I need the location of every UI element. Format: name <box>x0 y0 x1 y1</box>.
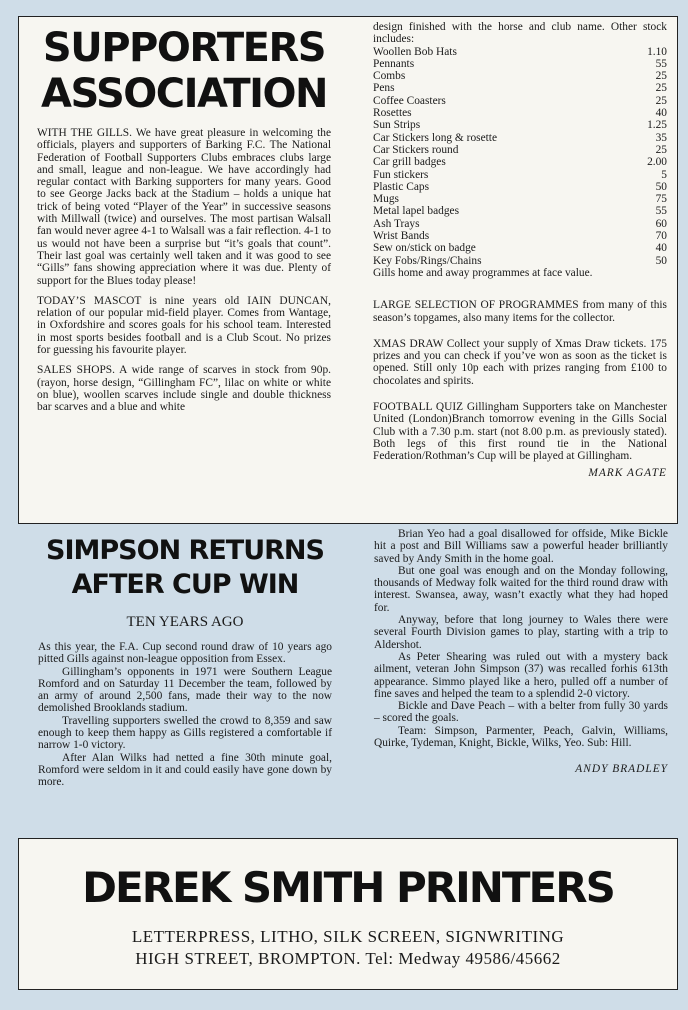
simpson-para-5: Brian Yeo had a goal disallowed for offside, Mike Bickle hit a post and Bill Williams saw a powerful header brilliantly saved by Andy Smith in the home goal. <box>374 528 668 565</box>
stock-item-price: 70 <box>655 230 667 243</box>
stock-row <box>373 132 667 144</box>
simpson-title-line2: AFTER CUP WIN <box>71 569 299 600</box>
stock-item-name: Fun stickers <box>373 168 429 181</box>
stock-row <box>373 70 667 82</box>
stock-row <box>373 181 667 193</box>
supporters-title-line2: ASSOCIATION <box>40 71 328 117</box>
supporters-headline <box>37 25 331 117</box>
stock-item-price: 1.10 <box>647 45 667 58</box>
stock-item-name: Wrist Bands <box>373 230 430 243</box>
simpson-para-4: After Alan Wilks had netted a fine 30th minute goal, Romford were seldom in it and could easily have gone down by more. <box>38 751 332 789</box>
stock-item-name: Car grill badges <box>373 156 446 169</box>
stock-row <box>373 156 667 168</box>
stock-item-name: Pennants <box>373 57 415 70</box>
stock-row <box>373 82 667 94</box>
stock-row <box>373 107 667 119</box>
stock-row <box>373 230 667 242</box>
stock-row <box>373 169 667 181</box>
stock-intro: design finished with the horse and club name. Other stock includes: <box>373 21 667 46</box>
stock-item-price: 25 <box>655 70 667 83</box>
stock-item-price: 50 <box>655 180 667 193</box>
stock-item-name: Key Fobs/Rings/Chains <box>373 254 482 267</box>
printers-address-line: HIGH STREET, BROMPTON. Tel: Medway 49586/45662 <box>135 949 561 968</box>
stock-item-name: Metal lapel badges <box>373 205 460 218</box>
stock-item-name: Woollen Bob Hats <box>373 45 457 58</box>
programmes-paragraph: LARGE SELECTION OF PROGRAMMES from many of this season’s topgames, also many items for the collector. <box>373 299 667 324</box>
supporters-left-column <box>37 25 331 414</box>
simpson-para-8: As Peter Shearing was ruled out with a mystery back ailment, veteran John Simpson (37) was recalled forhis 613th appearance. Simmo played like a hero, pulled off a number of fine saves and helped the team to a splendid 2-0 victory. <box>374 650 668 700</box>
mascot-paragraph: TODAY’S MASCOT is nine years old IAIN DUNCAN, relation of our popular mid-field player. Comes from Wantage, in Oxfordshire and scores goals for his school team. Interested in most sports besides football and is a Club Scout. No prizes for guessing his favourite player. <box>37 294 331 357</box>
stock-item-name: Ash Trays <box>373 217 420 230</box>
stock-item-name: Car Stickers long & rosette <box>373 131 498 144</box>
simpson-left-column <box>38 534 332 789</box>
stock-item-name: Sew on/stick on badge <box>373 242 476 255</box>
simpson-para-10: Team: Simpson, Parmenter, Peach, Galvin, Williams, Quirke, Tydeman, Knight, Bickle, Wilks, Yeo. Sub: Hill. <box>374 724 668 750</box>
stock-row <box>373 119 667 131</box>
stock-item-price: 40 <box>655 107 667 120</box>
supporters-title-line1: SUPPORTERS <box>42 25 326 71</box>
stock-footer: Gills home and away programmes at face value. <box>373 266 593 279</box>
printers-services-line: LETTERPRESS, LITHO, SILK SCREEN, SIGNWRITING <box>131 927 565 946</box>
stock-item-name: Mugs <box>373 193 399 206</box>
stock-item-price: 60 <box>655 217 667 230</box>
simpson-para-3: Travelling supporters swelled the crowd to 8,359 and saw enough to keep them happy as Gills registered a comfortable if narrow 1-0 victory. <box>38 714 332 752</box>
stock-row <box>373 144 667 156</box>
simpson-para-6: But one goal was enough and on the Monday following, thousands of Medway folk waited for the third round draw with interest. Swansea, away, wasn’t exactly what they had hoped for. <box>374 564 668 614</box>
stock-item-price: 25 <box>655 94 667 107</box>
stock-row <box>373 218 667 230</box>
printers-headline: DEREK SMITH PRINTERS <box>82 863 614 912</box>
simpson-right-column <box>374 528 668 775</box>
stock-row <box>373 205 667 217</box>
stock-item-name: Coffee Coasters <box>373 94 446 107</box>
stock-item-price: 1.25 <box>647 119 667 132</box>
stock-item-name: Combs <box>373 70 406 83</box>
xmas-draw-paragraph: XMAS DRAW Collect your supply of Xmas Draw tickets. 175 prizes and you can check if you’ve won as soon as the ticket is opened. Still only 10p each with prizes ranging from £100 to chocolates and spirits. <box>373 337 667 387</box>
stock-item-price: 75 <box>655 193 667 206</box>
welcome-paragraph: WITH THE GILLS. We have great pleasure in welcoming the officials, players and supporters of Barking F.C. The National Federation of Football Supporters Clubs embraces clubs large and small, league and non-league. We have accordingly had regular contact with Barking supporters for many years. Good to see George Jacks back at the Stadium – holds a unique hat trick of being voted “Player of the Year” in successive seasons with Millwall (twice) and ourselves. The most partisan Walsall fan would never agree 4-1 to Walsall was a fair reflection. 4-1 to us would not have been a surprise but “it’s goals that count”. Their last goal was certainly well taken and it was good to see “Gills” fans showing appreciation where it was due. Plenty of support for the Blues today please! <box>37 127 331 287</box>
stock-item-price: 55 <box>655 57 667 70</box>
supporters-association-box <box>18 16 678 524</box>
stock-item-name: Plastic Caps <box>373 180 430 193</box>
simpson-article <box>38 528 668 834</box>
stock-row <box>373 46 667 58</box>
simpson-para-7: Anyway, before that long journey to Wales there were several Fourth Division games to play, starting with a trip to Aldershot. <box>374 614 668 651</box>
printers-advert-box <box>18 838 678 990</box>
simpson-para-9: Bickle and Dave Peach – with a belter from fully 30 yards – scored the goals. <box>374 700 668 725</box>
stock-item-price: 2.00 <box>647 156 667 169</box>
stock-item-price: 40 <box>655 242 667 255</box>
signature-andy-bradley: ANDY BRADLEY <box>575 763 668 776</box>
simpson-title-line1: SIMPSON RETURNS <box>46 535 324 566</box>
stock-item-price: 35 <box>655 131 667 144</box>
stock-item-name: Rosettes <box>373 107 412 120</box>
simpson-para-1: As this year, the F.A. Cup second round draw of 10 years ago pitted Gills against non-league opposition from Essex. <box>38 641 332 666</box>
sales-shops-paragraph: SALES SHOPS. A wide range of scarves in stock from 90p. (rayon, horse design, “Gillingham FC”, lilac on white or white on blue), woollen scarves include single and double thickness bar scarves and a blue and white <box>37 364 331 414</box>
simpson-headline <box>38 534 332 602</box>
simpson-para-2: Gillingham’s opponents in 1971 were Southern League Romford and on Saturday 11 December the team, followed by an army of around 2,500 fans, made their way to the now demolished Brooklands stadium. <box>38 665 332 715</box>
stock-price-list <box>373 46 667 267</box>
stock-row <box>373 242 667 254</box>
signature-mark-agate: MARK AGATE <box>588 466 667 479</box>
stock-item-price: 25 <box>655 143 667 156</box>
stock-item-name: Pens <box>373 82 395 95</box>
stock-item-price: 25 <box>655 82 667 95</box>
stock-row <box>373 255 667 267</box>
stock-row <box>373 95 667 107</box>
stock-row <box>373 193 667 205</box>
stock-item-price: 50 <box>655 254 667 267</box>
stock-item-name: Car Stickers round <box>373 143 459 156</box>
stock-item-price: 5 <box>661 168 667 181</box>
stock-item-name: Sun Strips <box>373 119 421 132</box>
ten-years-ago-subtitle: TEN YEARS AGO <box>126 614 244 630</box>
stock-item-price: 55 <box>655 205 667 218</box>
stock-row <box>373 58 667 70</box>
supporters-right-column <box>373 21 667 479</box>
football-quiz-paragraph: FOOTBALL QUIZ Gillingham Supporters take on Manchester United (London)Branch tomorrow evening in the Gills Social Club with a 7.30 p.m. start (not 8.00 p.m. as previously stated). Both legs of this first round tie in the National Federation/Rothman’s Cup will be played at Gillingham. <box>373 401 667 463</box>
